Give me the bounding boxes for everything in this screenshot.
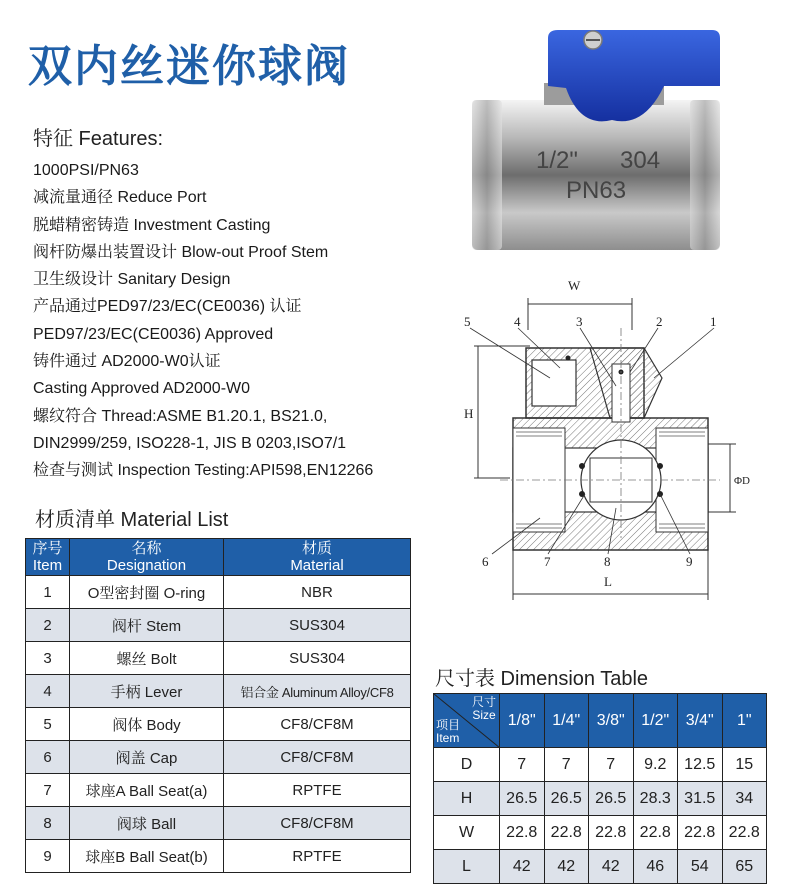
item-material: CF8/CF8M [224,708,411,741]
features-heading: 特征 Features: [33,128,164,150]
item-name: 螺丝 Bolt [70,642,224,675]
table-row [26,675,411,708]
item-name: 球座B Ball Seat(b) [70,840,224,873]
callout-2: 2 [656,314,663,329]
feature-line: 卫生级设计 Sanitary Design [33,271,231,289]
item-name: 阀盖 Cap [70,741,224,774]
technical-drawing [440,268,770,613]
feature-line: 铸件通过 AD2000-W0认证 [33,353,221,371]
dim-label-l: L [604,574,612,589]
material-table [25,538,411,873]
item-material: NBR [224,576,411,609]
item-material: SUS304 [224,642,411,675]
item-no: 5 [26,708,70,741]
dimension-heading: 尺寸表 Dimension Table [435,668,649,690]
table-row [26,840,411,873]
callout-1: 1 [710,314,717,329]
dim-value: 22.8 [633,816,678,850]
item-name: 球座A Ball Seat(a) [70,774,224,807]
material-header-row [26,539,411,576]
table-row [26,576,411,609]
dim-value: 26.5 [500,782,545,816]
dim-value: 65 [722,850,767,884]
item-no: 6 [26,741,70,774]
item-name: 阀体 Body [70,708,224,741]
header-size: 3/8" [589,694,634,748]
item-no: 3 [26,642,70,675]
item-name: 手柄 Lever [70,675,224,708]
callout-4: 4 [514,314,521,329]
table-row [26,741,411,774]
feature-line: PED97/23/EC(CE0036) Approved [33,325,274,343]
engraved-size: 1/2" [536,147,578,174]
dim-label-h: H [464,406,474,421]
item-material: CF8/CF8M [224,807,411,840]
dim-value: 31.5 [678,782,723,816]
dim-value: 22.8 [722,816,767,850]
item-material: SUS304 [224,609,411,642]
table-row [434,850,767,884]
dim-value: 22.8 [678,816,723,850]
dim-value: 12.5 [678,748,723,782]
dim-value: 34 [722,782,767,816]
item-name: O型密封圈 O-ring [70,576,224,609]
item-no: 4 [26,675,70,708]
dim-value: 7 [544,748,589,782]
header-size: 3/4" [678,694,723,748]
dim-label: L [434,850,500,884]
table-row [434,748,767,782]
dim-value: 22.8 [500,816,545,850]
dim-value: 26.5 [544,782,589,816]
header-designation: 名称 Designation [70,539,224,576]
table-row [26,807,411,840]
callout-6: 6 [482,554,489,569]
dim-label: H [434,782,500,816]
callout-7: 7 [544,554,551,569]
page-title: 双内丝迷你球阀 [28,41,350,92]
item-material: RPTFE [224,840,411,873]
dim-label: W [434,816,500,850]
feature-line: 脱蜡精密铸造 Investment Casting [33,216,271,234]
table-row [26,642,411,675]
header-corner: 尺寸 Size 项目 Item [434,694,500,748]
engraved-material: 304 [620,147,661,174]
header-item: 序号 Item [26,539,70,576]
callout-3: 3 [576,314,583,329]
item-material: CF8/CF8M [224,741,411,774]
dimension-table [433,693,767,884]
callout-8: 8 [604,554,611,569]
dim-label-d: ΦD [734,475,750,487]
table-row [26,774,411,807]
dim-value: 15 [722,748,767,782]
valve-body [472,100,720,250]
dim-value: 22.8 [589,816,634,850]
dim-value: 42 [589,850,634,884]
dimension-header-row [434,694,767,748]
dim-value: 54 [678,850,723,884]
dim-value: 9.2 [633,748,678,782]
dim-label: D [434,748,500,782]
material-heading: 材质清单 Material List [35,509,229,531]
header-size: 1/8" [500,694,545,748]
valve-photo [462,28,730,258]
header-size: 1/2" [633,694,678,748]
table-row [26,708,411,741]
feature-line: DIN2999/259, ISO228-1, JIS B 0203,ISO7/1 [33,434,347,452]
callout-9: 9 [686,554,693,569]
features-section [33,122,443,485]
dim-value: 7 [589,748,634,782]
feature-line: 1000PSI/PN63 [33,162,139,179]
item-material: 铝合金 Aluminum Alloy/CF8 [224,675,411,708]
table-row [26,609,411,642]
dim-value: 42 [544,850,589,884]
item-no: 7 [26,774,70,807]
feature-line: 减流量通径 Reduce Port [33,189,207,207]
feature-line: 阀杆防爆出装置设计 Blow-out Proof Stem [33,243,329,261]
feature-line: 螺纹符合 Thread:ASME B1.20.1, BS21.0, [33,407,328,425]
dim-value: 46 [633,850,678,884]
header-material: 材质 Material [224,539,411,576]
dim-value: 7 [500,748,545,782]
header-size: 1/4" [544,694,589,748]
dim-value: 42 [500,850,545,884]
dim-label-w: W [568,278,581,293]
dim-value: 26.5 [589,782,634,816]
feature-line: 产品通过PED97/23/EC(CE0036) 认证 [33,298,302,316]
dim-value: 28.3 [633,782,678,816]
feature-line: 检查与测试 Inspection Testing:API598,EN12266 [33,462,374,480]
engraved-pressure: PN63 [566,177,627,204]
table-row [434,782,767,816]
item-name: 阀球 Ball [70,807,224,840]
item-material: RPTFE [224,774,411,807]
dim-value: 22.8 [544,816,589,850]
item-no: 2 [26,609,70,642]
feature-line: Casting Approved AD2000-W0 [33,380,251,398]
item-no: 9 [26,840,70,873]
item-name: 阀杆 Stem [70,609,224,642]
table-row [434,816,767,850]
item-no: 8 [26,807,70,840]
callout-5: 5 [464,314,471,329]
header-size: 1" [722,694,767,748]
item-no: 1 [26,576,70,609]
